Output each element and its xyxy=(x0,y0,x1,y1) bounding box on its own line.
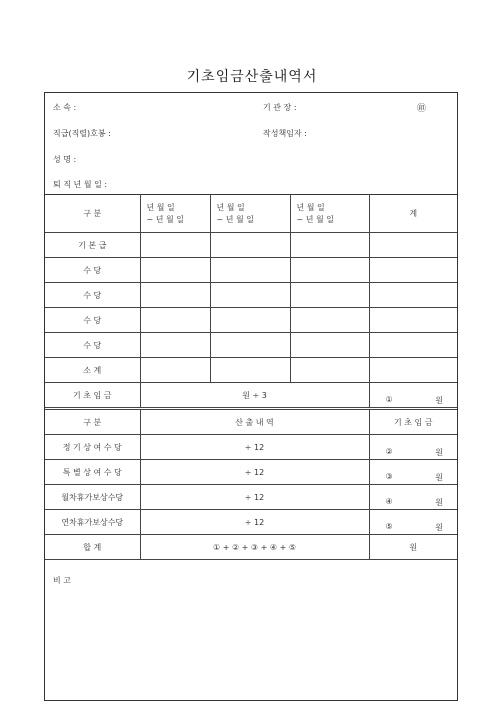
total-row xyxy=(45,535,457,560)
row-label: 월차휴가보상수당 xyxy=(45,485,140,510)
period-header-2 xyxy=(210,195,290,233)
mark-3: ③ xyxy=(385,472,393,481)
detail-header: 산 출 내 역 xyxy=(140,409,369,435)
row-label: 기 본 급 xyxy=(45,233,140,258)
table-row xyxy=(45,283,457,308)
table-row xyxy=(45,460,457,485)
won-unit: 원 xyxy=(435,396,443,405)
period-header-3 xyxy=(290,195,369,233)
table-row xyxy=(45,258,457,283)
table2-header-row xyxy=(45,409,457,435)
row-formula: ÷ 12 xyxy=(140,510,369,535)
total-unit: 원 xyxy=(369,535,457,560)
mark-5: ⑤ xyxy=(385,522,393,531)
table-row xyxy=(45,485,457,510)
won-unit: 원 xyxy=(435,498,443,507)
row-label: 수 당 xyxy=(45,258,140,283)
row-result xyxy=(369,460,457,485)
table-row xyxy=(45,333,457,358)
row-formula: ÷ 12 xyxy=(140,485,369,510)
position-label: 직급(직렬)호봉 : xyxy=(53,129,111,138)
base-wage-formula: 원 ÷ 3 xyxy=(140,383,369,409)
period-top: 년 월 일 xyxy=(296,202,325,212)
remarks-label: 비 고 xyxy=(53,576,71,585)
mark-2: ② xyxy=(385,447,393,456)
seal-mark: ㊞ xyxy=(417,104,427,114)
table-row xyxy=(45,510,457,535)
mark-1: ① xyxy=(385,395,393,404)
total-label: 합 계 xyxy=(45,535,140,560)
agency-head-label: 기 관 장 : xyxy=(263,103,297,112)
row-label: 정 기 상 여 수 당 xyxy=(45,435,140,460)
period-top: 년 월 일 xyxy=(216,202,245,212)
table-row xyxy=(45,435,457,460)
form-frame xyxy=(44,92,458,701)
affiliation-label: 소 속 : xyxy=(53,103,77,112)
category-header-2: 구 분 xyxy=(45,409,140,435)
row-result xyxy=(369,435,457,460)
total-header: 계 xyxy=(369,195,457,233)
period-bottom: ~ 년 월 일 xyxy=(296,214,335,224)
period-bottom: ~ 년 월 일 xyxy=(216,214,255,224)
subtotal-label: 소 계 xyxy=(45,358,140,383)
period-bottom: ~ 년 월 일 xyxy=(146,214,185,224)
base-wage-header: 기 초 임 금 xyxy=(369,409,457,435)
won-unit: 원 xyxy=(435,473,443,482)
base-wage-row xyxy=(45,383,457,409)
mark-4: ④ xyxy=(385,497,393,506)
row-label: 특 별 상 여 수 당 xyxy=(45,460,140,485)
won-unit: 원 xyxy=(435,523,443,532)
row-label: 수 당 xyxy=(45,333,140,358)
table-row xyxy=(45,233,457,258)
wage-table xyxy=(45,194,457,560)
row-label: 수 당 xyxy=(45,308,140,333)
subtotal-row xyxy=(45,358,457,383)
base-wage-label: 기 초 임 금 xyxy=(45,383,140,409)
base-wage-result xyxy=(369,383,457,409)
document-title: 기초임금산출내역서 xyxy=(186,69,318,85)
row-label: 연차휴가보상수당 xyxy=(45,510,140,535)
retire-date-label: 퇴 직 년 월 일 : xyxy=(53,180,108,189)
name-label: 성 명 : xyxy=(53,155,77,164)
row-result xyxy=(369,510,457,535)
row-label: 수 당 xyxy=(45,283,140,308)
row-result xyxy=(369,485,457,510)
period-top: 년 월 일 xyxy=(146,202,175,212)
row-formula: ÷ 12 xyxy=(140,460,369,485)
category-header: 구 분 xyxy=(45,195,140,233)
preparer-label: 작성책임자 : xyxy=(263,129,307,138)
won-unit: 원 xyxy=(435,448,443,457)
total-formula: ① + ② + ③ + ④ + ⑤ xyxy=(140,535,369,560)
table-row xyxy=(45,308,457,333)
period-header-1 xyxy=(140,195,210,233)
table1-header-row xyxy=(45,195,457,233)
row-formula: ÷ 12 xyxy=(140,435,369,460)
